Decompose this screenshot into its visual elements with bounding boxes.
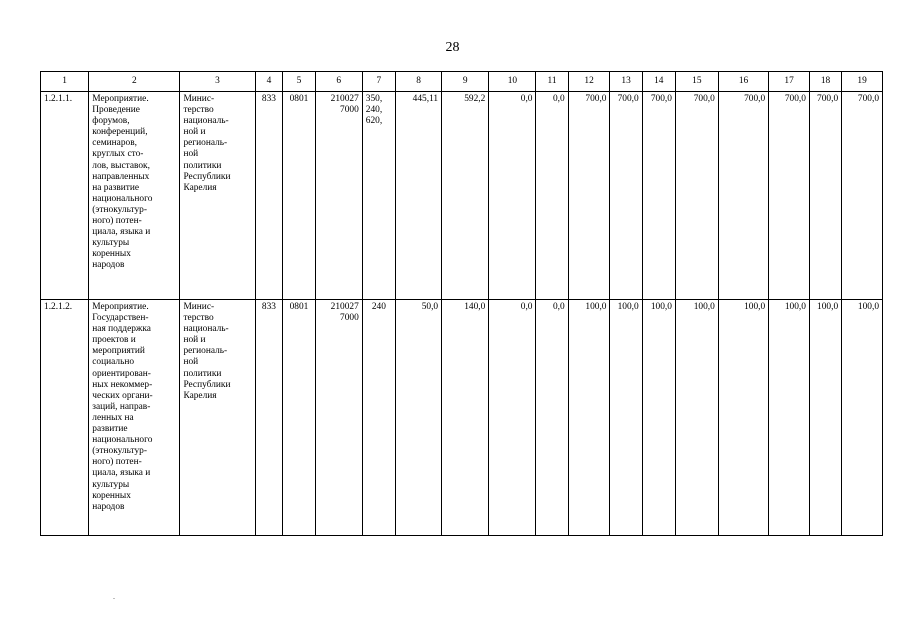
cell-9: 140,0 — [442, 300, 489, 536]
cell-17: 700,0 — [769, 92, 810, 300]
column-header: 15 — [675, 72, 718, 92]
cell-9: 592,2 — [442, 92, 489, 300]
column-header: 19 — [842, 72, 883, 92]
cell-11: 0,0 — [536, 300, 568, 536]
cell-11: 0,0 — [536, 92, 568, 300]
table-row — [41, 92, 883, 300]
cell-8: 445,11 — [396, 92, 442, 300]
cell-16: 700,0 — [718, 92, 768, 300]
cell-5: 0801 — [283, 92, 315, 300]
page-number: 28 — [445, 40, 460, 55]
cell-4: 833 — [255, 92, 283, 300]
event-description-cell: Мероприятие. Проведение форумов, конференций, семинаров, круглых сто- лов, выставок, направленных на развитие национального (этнокультур- ного) потен- циала, языка и культуры коренных народов — [89, 92, 180, 300]
cell-15: 100,0 — [675, 300, 718, 536]
column-header: 1 — [41, 72, 89, 92]
stray-mark: . — [113, 592, 115, 601]
column-header: 13 — [610, 72, 642, 92]
column-header: 4 — [255, 72, 283, 92]
cell-17: 100,0 — [769, 300, 810, 536]
column-header: 2 — [89, 72, 180, 92]
cell-13: 700,0 — [610, 92, 642, 300]
cell-6: 210027 7000 — [315, 300, 362, 536]
cell-10: 0,0 — [489, 92, 536, 300]
column-header: 10 — [489, 72, 536, 92]
cell-18: 700,0 — [809, 92, 841, 300]
cell-12: 700,0 — [568, 92, 610, 300]
column-header: 11 — [536, 72, 568, 92]
cell-16: 100,0 — [718, 300, 768, 536]
budget-table — [40, 71, 883, 536]
cell-10: 0,0 — [489, 300, 536, 536]
cell-7: 350, 240, 620, — [362, 92, 395, 300]
column-header: 9 — [442, 72, 489, 92]
cell-13: 100,0 — [610, 300, 642, 536]
cell-14: 700,0 — [642, 92, 675, 300]
item-code-cell: 1.2.1.1. — [41, 92, 89, 300]
cell-18: 100,0 — [809, 300, 841, 536]
column-header: 5 — [283, 72, 315, 92]
responsible-body-cell: Минис- терство националь- ной и региональ- ной политики Республики Карелия — [180, 92, 255, 300]
column-header: 18 — [809, 72, 841, 92]
column-header: 16 — [718, 72, 768, 92]
column-header: 12 — [568, 72, 610, 92]
column-header: 6 — [315, 72, 362, 92]
cell-4: 833 — [255, 300, 283, 536]
table-header-row — [41, 72, 883, 92]
column-header: 3 — [180, 72, 255, 92]
cell-19: 700,0 — [842, 92, 883, 300]
event-description-cell: Мероприятие. Государствен- ная поддержка проектов и мероприятий социально ориентирован- ных некоммер- ческих органи- заций, направ- ленных на развитие национального (этнокультур- ного) потен- циала, языка и культуры коренных народов — [89, 300, 180, 536]
cell-5: 0801 — [283, 300, 315, 536]
cell-12: 100,0 — [568, 300, 610, 536]
column-header: 8 — [396, 72, 442, 92]
cell-7: 240 — [362, 300, 395, 536]
column-header: 7 — [362, 72, 395, 92]
cell-8: 50,0 — [396, 300, 442, 536]
cell-14: 100,0 — [642, 300, 675, 536]
column-header: 17 — [769, 72, 810, 92]
cell-19: 100,0 — [842, 300, 883, 536]
cell-6: 210027 7000 — [315, 92, 362, 300]
item-code-cell: 1.2.1.2. — [41, 300, 89, 536]
table-row — [41, 300, 883, 536]
responsible-body-cell: Минис- терство националь- ной и региональ- ной политики Республики Карелия — [180, 300, 255, 536]
cell-15: 700,0 — [675, 92, 718, 300]
column-header: 14 — [642, 72, 675, 92]
